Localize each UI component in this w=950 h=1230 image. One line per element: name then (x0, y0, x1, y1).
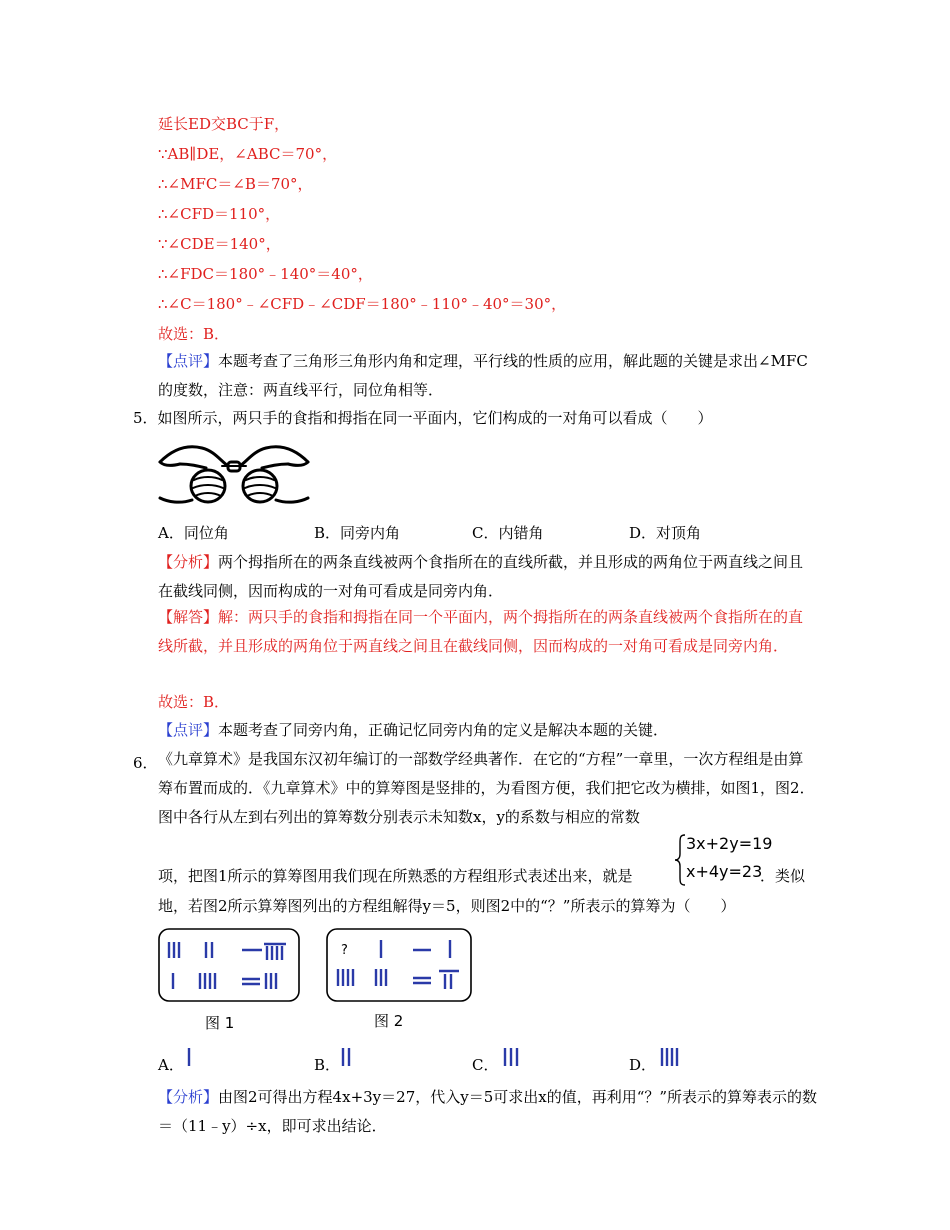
option-a-rods (186, 1046, 192, 1068)
question-5-stem (133, 408, 713, 428)
equation-brace (674, 834, 686, 886)
question-number: 5． (133, 409, 158, 427)
question-6-text-b: 项，把图1所示的算筹图用我们现在所熟悉的方程组形式表述出来，就是 (158, 867, 633, 885)
solution-line: ∴∠CFD＝110°， (158, 205, 281, 223)
solution-line: ∵∠CDE＝140°， (158, 235, 281, 253)
analysis-paragraph (158, 548, 818, 606)
choice-line: 故选：B． (158, 325, 230, 343)
figure-2-caption: 图 2 (374, 1012, 404, 1030)
question-6-text-c: ．类似 (760, 867, 806, 885)
counting-rod-figure-1 (158, 928, 300, 1002)
comment-paragraph (158, 716, 818, 745)
analysis-tag: 【分析】 (158, 1088, 219, 1106)
answer-paragraph (158, 603, 818, 661)
comment-paragraph (158, 347, 818, 405)
option-d-rods (659, 1046, 681, 1068)
equation-2: x+4y=23 (686, 862, 763, 881)
option-c-rods (502, 1046, 520, 1068)
question-number: 6． (133, 754, 158, 772)
equation-1: 3x+2y=19 (686, 834, 773, 853)
option-d: D． (629, 1056, 657, 1074)
option-c: C．内错角 (472, 524, 544, 542)
comment-text: 本题考查了三角形三角形内角和定理，平行线的性质的应用，解此题的关键是求出∠MFC的度数，注意：两直线平行，同位角相等． (158, 352, 808, 399)
figure-1-caption: 图 1 (205, 1014, 235, 1032)
option-b-rods (340, 1046, 352, 1068)
answer-tag: 【解答】 (158, 608, 219, 626)
question-mark: ? (341, 943, 348, 958)
solution-line: ∴∠FDC＝180°﹣140°＝40°， (158, 265, 373, 283)
question-6-text: 《九章算术》是我国东汉初年编订的一部数学经典著作．在它的“方程”一章里，一次方程组是由算筹布置而成的．《九章算术》中的算筹图是竖排的，为看图方便，我们把它改为横排，如图1，图2．图中各行从左到右列出的算筹数分别表示未知数x，y的系数与相应的常数 (158, 750, 815, 826)
solution-line: 延长ED交BC于F， (158, 115, 290, 133)
answer-text: 解：两只手的食指和拇指在同一个平面内，两个拇指所在的两条直线被两个食指所在的直线所截，并且形成的两角位于两直线之间且在截线同侧，因而构成的一对角可看成是同旁内角． (158, 608, 804, 655)
comment-text: 本题考查了同旁内角，正确记忆同旁内角的定义是解决本题的关键． (218, 721, 669, 739)
analysis-text: 两个拇指所在的两条直线被两个食指所在的直线所截，并且形成的两角位于两直线之间且在截线同侧，因而构成的一对角可看成是同旁内角． (158, 553, 804, 600)
comment-tag: 【点评】 (158, 721, 219, 739)
solution-line: ∴∠MFC＝∠B＝70°， (158, 175, 313, 193)
hands-figure (158, 440, 310, 508)
analysis-text: 由图2可得出方程4x+3y＝27，代入y＝5可求出x的值，再利用“？”所表示的算筹表示的数＝（11﹣y）÷x，即可求出结论． (158, 1088, 818, 1135)
option-c: C． (472, 1056, 499, 1074)
counting-rod-figure-2 (326, 928, 472, 1002)
comment-tag: 【点评】 (158, 352, 219, 370)
choice-line: 故选：B． (158, 693, 230, 711)
solution-line: ∴∠C＝180°﹣∠CFD﹣∠CDF＝180°﹣110°﹣40°＝30°， (158, 295, 567, 313)
option-d: D．对顶角 (629, 524, 702, 542)
analysis-paragraph (158, 1083, 818, 1141)
option-a: A． (158, 1056, 184, 1074)
question-6-text-d: 地，若图2所示算筹图列出的方程组解得y＝5，则图2中的“？”所表示的算筹为（ ） (158, 897, 736, 915)
option-b: B．同旁内角 (314, 524, 401, 542)
analysis-tag: 【分析】 (158, 553, 219, 571)
question-text: 如图所示，两只手的食指和拇指在同一平面内，它们构成的一对角可以看成（ ） (157, 409, 713, 427)
option-b: B． (314, 1056, 341, 1074)
solution-line: ∵AB∥DE，∠ABC＝70°， (158, 145, 338, 163)
option-a: A．同位角 (158, 524, 229, 542)
